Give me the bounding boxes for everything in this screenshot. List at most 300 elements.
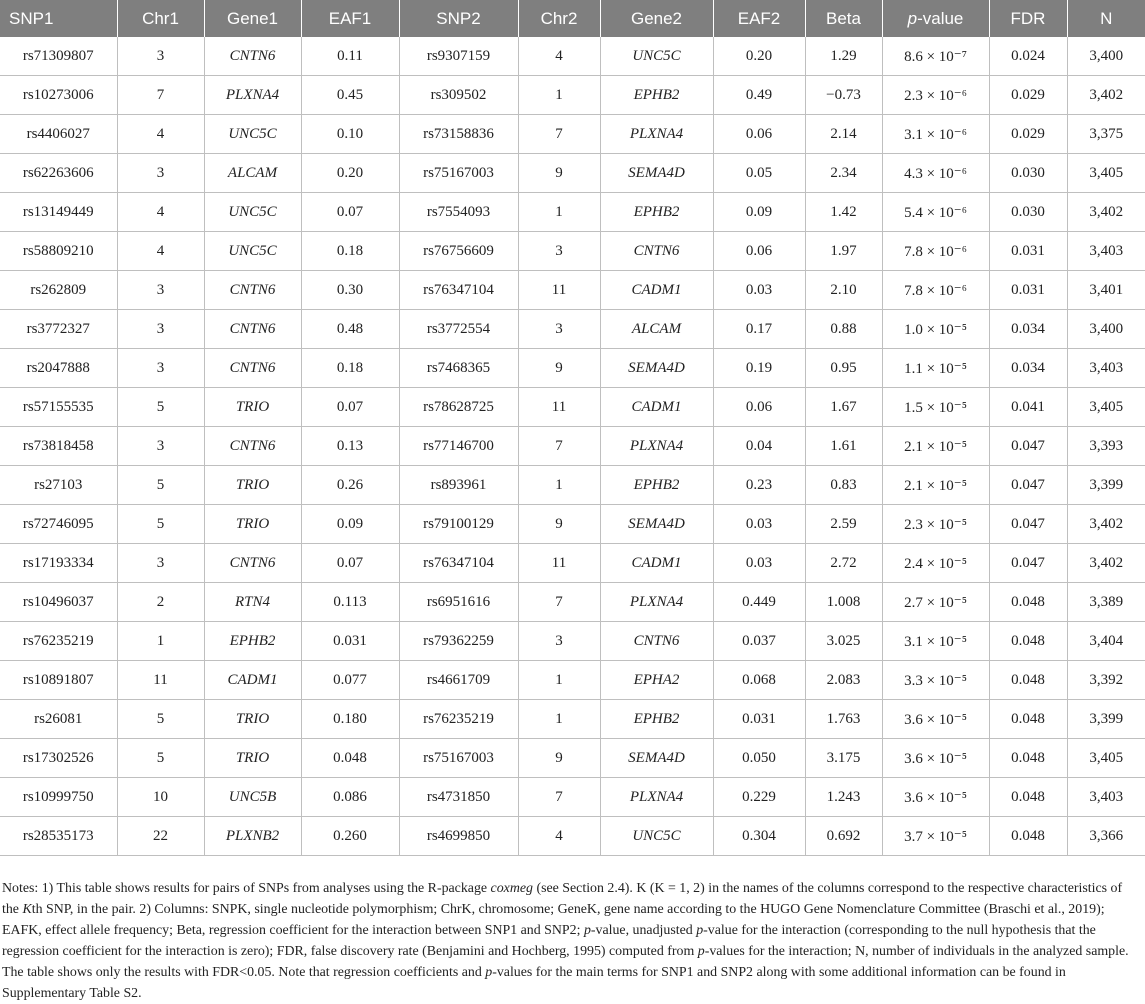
table-cell: 1 bbox=[518, 700, 600, 739]
notes-p-italic: p bbox=[697, 944, 705, 959]
table-cell: rs57155535 bbox=[0, 388, 117, 427]
column-header bbox=[399, 0, 518, 37]
table-cell: 3.6 × 10⁻⁵ bbox=[882, 700, 989, 739]
table-cell: rs77146700 bbox=[399, 427, 518, 466]
table-cell: rs10273006 bbox=[0, 76, 117, 115]
gene-cell: SEMA4D bbox=[600, 505, 713, 544]
table-cell: rs13149449 bbox=[0, 193, 117, 232]
table-cell: 0.48 bbox=[301, 310, 399, 349]
table-cell: 0.048 bbox=[989, 622, 1067, 661]
table-cell: 0.031 bbox=[989, 271, 1067, 310]
table-cell: 7 bbox=[518, 583, 600, 622]
gene-cell: UNC5C bbox=[600, 817, 713, 856]
table-cell: 1.61 bbox=[805, 427, 882, 466]
table-cell: 2.4 × 10⁻⁵ bbox=[882, 544, 989, 583]
table-cell: 3,389 bbox=[1067, 583, 1145, 622]
column-header-label: SNP2 bbox=[436, 8, 481, 28]
table-cell: 0.88 bbox=[805, 310, 882, 349]
table-cell: 0.07 bbox=[301, 193, 399, 232]
column-header bbox=[713, 0, 805, 37]
column-header bbox=[301, 0, 399, 37]
notes-text: -value for the interaction (corresponding to the null hypothesis that the regression coefficient for the interaction is zero); FDR, false discovery rate (Benjamini and Hochberg, 1995) computed from bbox=[2, 923, 1096, 959]
table-cell: rs17302526 bbox=[0, 739, 117, 778]
table-cell: 1 bbox=[518, 661, 600, 700]
table-cell: rs9307159 bbox=[399, 37, 518, 76]
table-cell: rs62263606 bbox=[0, 154, 117, 193]
table-cell: rs72746095 bbox=[0, 505, 117, 544]
table-cell: 2.1 × 10⁻⁵ bbox=[882, 466, 989, 505]
table-cell: 0.048 bbox=[989, 778, 1067, 817]
gene-cell: PLXNA4 bbox=[600, 778, 713, 817]
notes-text: th SNP, in the pair. 2) Columns: SNPK, single nucleotide polymorphism; ChrK, chromosome; GeneK, gene name according to the HUGO Gene Nomenclature Committee (Braschi et al., 2019); EAFK, effect allele frequency; Beta, regression coefficient for the interaction between SNP1 and SNP2; bbox=[2, 902, 1105, 938]
table-notes bbox=[2, 878, 1142, 1004]
table-cell: 9 bbox=[518, 349, 600, 388]
table-cell: 0.10 bbox=[301, 115, 399, 154]
table-cell: 0.09 bbox=[713, 193, 805, 232]
table-row bbox=[0, 427, 1145, 466]
table-cell: 2.34 bbox=[805, 154, 882, 193]
table-cell: 0.034 bbox=[989, 349, 1067, 388]
table-cell: 3,402 bbox=[1067, 544, 1145, 583]
table-cell: rs3772554 bbox=[399, 310, 518, 349]
table-cell: rs75167003 bbox=[399, 154, 518, 193]
table-cell: rs7554093 bbox=[399, 193, 518, 232]
table-cell: 10 bbox=[117, 778, 204, 817]
table-row bbox=[0, 544, 1145, 583]
table-cell: 5 bbox=[117, 505, 204, 544]
table-cell: 3,404 bbox=[1067, 622, 1145, 661]
gene-cell: EPHA2 bbox=[600, 661, 713, 700]
table-cell: 0.304 bbox=[713, 817, 805, 856]
table-cell: 3,399 bbox=[1067, 700, 1145, 739]
table-cell: 5.4 × 10⁻⁶ bbox=[882, 193, 989, 232]
table-row bbox=[0, 583, 1145, 622]
notes-text: (see Section 2.4). K (K = 1, 2) in the names of the columns correspond to the respective characteristics of the bbox=[2, 881, 1123, 917]
table-row bbox=[0, 466, 1145, 505]
table-row bbox=[0, 505, 1145, 544]
table-cell: 3,401 bbox=[1067, 271, 1145, 310]
table-cell: 0.031 bbox=[301, 622, 399, 661]
table-cell: rs2047888 bbox=[0, 349, 117, 388]
column-header-italic: p bbox=[907, 8, 918, 28]
table-cell: 3 bbox=[117, 154, 204, 193]
column-header-label: -value bbox=[917, 8, 964, 28]
table-cell: 0.692 bbox=[805, 817, 882, 856]
table-cell: 0.048 bbox=[301, 739, 399, 778]
table-cell: rs79100129 bbox=[399, 505, 518, 544]
table-cell: 11 bbox=[117, 661, 204, 700]
table-row bbox=[0, 232, 1145, 271]
table-cell: 3.175 bbox=[805, 739, 882, 778]
table-cell: 0.07 bbox=[301, 544, 399, 583]
table-cell: 4 bbox=[518, 37, 600, 76]
table-cell: 3.1 × 10⁻⁵ bbox=[882, 622, 989, 661]
column-header-label: EAF1 bbox=[328, 8, 372, 28]
table-cell: 3 bbox=[117, 544, 204, 583]
table-cell: 3,405 bbox=[1067, 739, 1145, 778]
table-cell: 0.95 bbox=[805, 349, 882, 388]
table-cell: rs10999750 bbox=[0, 778, 117, 817]
table-cell: 0.45 bbox=[301, 76, 399, 115]
column-header bbox=[600, 0, 713, 37]
table-cell: 3,403 bbox=[1067, 232, 1145, 271]
table-row bbox=[0, 817, 1145, 856]
gene-cell: CNTN6 bbox=[204, 427, 301, 466]
table-cell: rs309502 bbox=[399, 76, 518, 115]
column-header bbox=[1067, 0, 1145, 37]
notes-text: -values for the main terms for SNP1 and SNP2 along with some additional information can be found in Supplementary Table S2. bbox=[2, 965, 1066, 1001]
column-header-label: SNP1 bbox=[9, 8, 54, 28]
gene-cell: EPHB2 bbox=[600, 193, 713, 232]
table-cell: 0.20 bbox=[301, 154, 399, 193]
column-header bbox=[117, 0, 204, 37]
table-cell: 1.67 bbox=[805, 388, 882, 427]
column-header bbox=[989, 0, 1067, 37]
table-cell: 4.3 × 10⁻⁶ bbox=[882, 154, 989, 193]
table-cell: 3,402 bbox=[1067, 505, 1145, 544]
table-cell: 0.19 bbox=[713, 349, 805, 388]
gene-cell: UNC5C bbox=[204, 115, 301, 154]
table-cell: 0.029 bbox=[989, 76, 1067, 115]
table-cell: 2.1 × 10⁻⁵ bbox=[882, 427, 989, 466]
table-cell: 8.6 × 10⁻⁷ bbox=[882, 37, 989, 76]
table-cell: 0.047 bbox=[989, 427, 1067, 466]
table-cell: 1.243 bbox=[805, 778, 882, 817]
table-cell: 9 bbox=[518, 154, 600, 193]
table-cell: 0.18 bbox=[301, 349, 399, 388]
gene-cell: UNC5B bbox=[204, 778, 301, 817]
gene-cell: ALCAM bbox=[204, 154, 301, 193]
gene-cell: PLXNA4 bbox=[600, 427, 713, 466]
table-cell: 3 bbox=[117, 427, 204, 466]
table-cell: 2 bbox=[117, 583, 204, 622]
table-cell: 2.10 bbox=[805, 271, 882, 310]
table-cell: 0.068 bbox=[713, 661, 805, 700]
table-cell: rs4406027 bbox=[0, 115, 117, 154]
table-cell: 0.05 bbox=[713, 154, 805, 193]
table-cell: 3 bbox=[117, 271, 204, 310]
table-cell: 22 bbox=[117, 817, 204, 856]
table-cell: 3.6 × 10⁻⁵ bbox=[882, 739, 989, 778]
gene-cell: UNC5C bbox=[600, 37, 713, 76]
gene-cell: TRIO bbox=[204, 505, 301, 544]
column-header-label: N bbox=[1100, 8, 1113, 28]
table-cell: 4 bbox=[117, 115, 204, 154]
table-cell: 9 bbox=[518, 505, 600, 544]
table-cell: 3,403 bbox=[1067, 778, 1145, 817]
table-cell: 0.449 bbox=[713, 583, 805, 622]
column-header-label: Chr1 bbox=[142, 8, 179, 28]
notes-p-italic: p bbox=[583, 923, 591, 938]
table-cell: 1.5 × 10⁻⁵ bbox=[882, 388, 989, 427]
table-cell: 0.03 bbox=[713, 271, 805, 310]
table-cell: 2.59 bbox=[805, 505, 882, 544]
gene-cell: UNC5C bbox=[204, 232, 301, 271]
gene-cell: CNTN6 bbox=[204, 349, 301, 388]
table-cell: 3,399 bbox=[1067, 466, 1145, 505]
notes-package-name: coxmeg bbox=[490, 881, 533, 896]
table-row bbox=[0, 310, 1145, 349]
table-row bbox=[0, 700, 1145, 739]
table-cell: 0.09 bbox=[301, 505, 399, 544]
table-cell: 0.03 bbox=[713, 544, 805, 583]
column-header bbox=[882, 0, 989, 37]
table-cell: 0.20 bbox=[713, 37, 805, 76]
table-cell: 11 bbox=[518, 388, 600, 427]
table-cell: 2.14 bbox=[805, 115, 882, 154]
table-cell: 0.031 bbox=[989, 232, 1067, 271]
gene-cell: PLXNA4 bbox=[600, 583, 713, 622]
gene-cell: ALCAM bbox=[600, 310, 713, 349]
table-cell: rs3772327 bbox=[0, 310, 117, 349]
table-cell: 0.077 bbox=[301, 661, 399, 700]
table-cell: 0.229 bbox=[713, 778, 805, 817]
column-header bbox=[518, 0, 600, 37]
table-body bbox=[0, 37, 1145, 856]
table-cell: 0.06 bbox=[713, 388, 805, 427]
table-row bbox=[0, 37, 1145, 76]
table-cell: 0.06 bbox=[713, 232, 805, 271]
table-cell: 3,402 bbox=[1067, 76, 1145, 115]
table-cell: 0.047 bbox=[989, 544, 1067, 583]
table-cell: 0.07 bbox=[301, 388, 399, 427]
table-cell: 0.260 bbox=[301, 817, 399, 856]
table-cell: rs4661709 bbox=[399, 661, 518, 700]
table-cell: 7 bbox=[518, 427, 600, 466]
gene-cell: TRIO bbox=[204, 700, 301, 739]
column-header-label: Gene2 bbox=[630, 8, 683, 28]
table-cell: rs6951616 bbox=[399, 583, 518, 622]
table-cell: rs78628725 bbox=[399, 388, 518, 427]
gene-cell: CNTN6 bbox=[204, 310, 301, 349]
table-cell: 0.048 bbox=[989, 583, 1067, 622]
notes-k-italic: K bbox=[22, 902, 32, 917]
table-cell: 3 bbox=[117, 37, 204, 76]
table-cell: 0.03 bbox=[713, 505, 805, 544]
table-cell: 3.7 × 10⁻⁵ bbox=[882, 817, 989, 856]
table-row bbox=[0, 115, 1145, 154]
gene-cell: CNTN6 bbox=[600, 622, 713, 661]
table-cell: 1.97 bbox=[805, 232, 882, 271]
table-cell: rs58809210 bbox=[0, 232, 117, 271]
table-cell: 7.8 × 10⁻⁶ bbox=[882, 232, 989, 271]
table-cell: 3.3 × 10⁻⁵ bbox=[882, 661, 989, 700]
table-cell: 0.180 bbox=[301, 700, 399, 739]
table-cell: 3,405 bbox=[1067, 154, 1145, 193]
gene-cell: TRIO bbox=[204, 739, 301, 778]
table-cell: 0.024 bbox=[989, 37, 1067, 76]
table-row bbox=[0, 271, 1145, 310]
table-cell: rs893961 bbox=[399, 466, 518, 505]
table-cell: rs10496037 bbox=[0, 583, 117, 622]
gene-cell: CADM1 bbox=[204, 661, 301, 700]
table-cell: 7 bbox=[518, 778, 600, 817]
table-cell: rs73818458 bbox=[0, 427, 117, 466]
table-cell: 5 bbox=[117, 388, 204, 427]
table-header-row bbox=[0, 0, 1145, 37]
gene-cell: CNTN6 bbox=[204, 544, 301, 583]
table-cell: 4 bbox=[117, 232, 204, 271]
table-cell: 7 bbox=[117, 76, 204, 115]
gene-cell: EPHB2 bbox=[204, 622, 301, 661]
table-cell: rs28535173 bbox=[0, 817, 117, 856]
gene-cell: UNC5C bbox=[204, 193, 301, 232]
column-header-label: Beta bbox=[826, 8, 861, 28]
table-row bbox=[0, 778, 1145, 817]
column-header bbox=[805, 0, 882, 37]
column-header-label: Chr2 bbox=[540, 8, 578, 28]
table-cell: rs76347104 bbox=[399, 544, 518, 583]
table-cell: rs73158836 bbox=[399, 115, 518, 154]
table-cell: 2.3 × 10⁻⁵ bbox=[882, 505, 989, 544]
table-row bbox=[0, 622, 1145, 661]
table-cell: 0.11 bbox=[301, 37, 399, 76]
gene-cell: CNTN6 bbox=[600, 232, 713, 271]
table-cell: 3,402 bbox=[1067, 193, 1145, 232]
column-header-label: EAF2 bbox=[737, 8, 781, 28]
table-cell: rs17193334 bbox=[0, 544, 117, 583]
table-cell: 0.031 bbox=[713, 700, 805, 739]
table-cell: rs75167003 bbox=[399, 739, 518, 778]
table-cell: 11 bbox=[518, 271, 600, 310]
table-cell: rs4731850 bbox=[399, 778, 518, 817]
table-cell: 1 bbox=[117, 622, 204, 661]
table-cell: 0.048 bbox=[989, 661, 1067, 700]
table-cell: 1 bbox=[518, 193, 600, 232]
table-cell: 0.048 bbox=[989, 817, 1067, 856]
table-cell: 0.037 bbox=[713, 622, 805, 661]
table-cell: rs76235219 bbox=[0, 622, 117, 661]
table-cell: rs71309807 bbox=[0, 37, 117, 76]
table-cell: 0.06 bbox=[713, 115, 805, 154]
table-cell: 1.763 bbox=[805, 700, 882, 739]
table-row bbox=[0, 661, 1145, 700]
table-cell: 1.29 bbox=[805, 37, 882, 76]
table-cell: 0.030 bbox=[989, 154, 1067, 193]
gene-cell: SEMA4D bbox=[600, 739, 713, 778]
table-cell: 0.26 bbox=[301, 466, 399, 505]
table-cell: 1.1 × 10⁻⁵ bbox=[882, 349, 989, 388]
table-cell: 1.0 × 10⁻⁵ bbox=[882, 310, 989, 349]
gene-cell: CADM1 bbox=[600, 388, 713, 427]
table-cell: 4 bbox=[518, 817, 600, 856]
gene-cell: SEMA4D bbox=[600, 349, 713, 388]
table-cell: 5 bbox=[117, 700, 204, 739]
table-cell: 11 bbox=[518, 544, 600, 583]
column-header bbox=[204, 0, 301, 37]
table-cell: 2.7 × 10⁻⁵ bbox=[882, 583, 989, 622]
table-cell: 3,403 bbox=[1067, 349, 1145, 388]
table-cell: 1 bbox=[518, 76, 600, 115]
table-cell: 3 bbox=[117, 310, 204, 349]
table-cell: 0.029 bbox=[989, 115, 1067, 154]
table-row bbox=[0, 154, 1145, 193]
table-cell: 0.113 bbox=[301, 583, 399, 622]
table-cell: 0.047 bbox=[989, 505, 1067, 544]
table-cell: 0.17 bbox=[713, 310, 805, 349]
table-cell: −0.73 bbox=[805, 76, 882, 115]
table-cell: 1.42 bbox=[805, 193, 882, 232]
table-cell: 0.030 bbox=[989, 193, 1067, 232]
table-cell: 7.8 × 10⁻⁶ bbox=[882, 271, 989, 310]
column-header-label: FDR bbox=[1010, 8, 1046, 28]
table-row bbox=[0, 739, 1145, 778]
gene-cell: RTN4 bbox=[204, 583, 301, 622]
table-cell: 2.3 × 10⁻⁶ bbox=[882, 76, 989, 115]
gene-cell: PLXNA4 bbox=[204, 76, 301, 115]
table-cell: 3 bbox=[518, 232, 600, 271]
table-cell: 3 bbox=[117, 349, 204, 388]
table-cell: 0.49 bbox=[713, 76, 805, 115]
table-cell: 3,375 bbox=[1067, 115, 1145, 154]
gene-cell: CADM1 bbox=[600, 544, 713, 583]
table-cell: 0.13 bbox=[301, 427, 399, 466]
table-cell: 5 bbox=[117, 739, 204, 778]
table-cell: rs4699850 bbox=[399, 817, 518, 856]
gene-cell: TRIO bbox=[204, 466, 301, 505]
table-cell: 1.008 bbox=[805, 583, 882, 622]
gene-cell: EPHB2 bbox=[600, 76, 713, 115]
table-cell: 0.086 bbox=[301, 778, 399, 817]
notes-text: -value, unadjusted bbox=[590, 923, 697, 938]
table-cell: 3,400 bbox=[1067, 37, 1145, 76]
table-cell: 3,366 bbox=[1067, 817, 1145, 856]
gene-cell: CADM1 bbox=[600, 271, 713, 310]
notes-p-italic: p bbox=[696, 923, 704, 938]
table-cell: 3,400 bbox=[1067, 310, 1145, 349]
table-cell: rs27103 bbox=[0, 466, 117, 505]
notes-p-italic: p bbox=[485, 965, 493, 980]
table-row bbox=[0, 76, 1145, 115]
table-cell: rs79362259 bbox=[399, 622, 518, 661]
table-cell: 0.18 bbox=[301, 232, 399, 271]
notes-text: -values for the interaction; N, number of individuals in the analyzed sample. The table shows only the results with FDR<0.05. Note that regression coefficients and bbox=[2, 944, 1129, 980]
gene-cell: CNTN6 bbox=[204, 271, 301, 310]
table-cell: 0.83 bbox=[805, 466, 882, 505]
table-cell: 0.041 bbox=[989, 388, 1067, 427]
table-cell: rs10891807 bbox=[0, 661, 117, 700]
table-cell: 3.6 × 10⁻⁵ bbox=[882, 778, 989, 817]
table-cell: 3,405 bbox=[1067, 388, 1145, 427]
table-cell: rs262809 bbox=[0, 271, 117, 310]
table-cell: 9 bbox=[518, 739, 600, 778]
table-cell: rs26081 bbox=[0, 700, 117, 739]
table-cell: 1 bbox=[518, 466, 600, 505]
table-cell: 0.034 bbox=[989, 310, 1067, 349]
table-cell: 0.048 bbox=[989, 739, 1067, 778]
gene-cell: PLXNB2 bbox=[204, 817, 301, 856]
table-cell: rs76347104 bbox=[399, 271, 518, 310]
gene-cell: SEMA4D bbox=[600, 154, 713, 193]
table-cell: 0.30 bbox=[301, 271, 399, 310]
table-cell: 5 bbox=[117, 466, 204, 505]
table-cell: 0.04 bbox=[713, 427, 805, 466]
table-cell: 4 bbox=[117, 193, 204, 232]
table-cell: rs76756609 bbox=[399, 232, 518, 271]
gene-cell: EPHB2 bbox=[600, 700, 713, 739]
table-cell: rs76235219 bbox=[399, 700, 518, 739]
table-cell: 3.025 bbox=[805, 622, 882, 661]
table-row bbox=[0, 193, 1145, 232]
table-cell: 0.050 bbox=[713, 739, 805, 778]
table-cell: 0.23 bbox=[713, 466, 805, 505]
gene-cell: TRIO bbox=[204, 388, 301, 427]
table-row bbox=[0, 349, 1145, 388]
table-cell: 3.1 × 10⁻⁶ bbox=[882, 115, 989, 154]
table-cell: 2.083 bbox=[805, 661, 882, 700]
gene-cell: CNTN6 bbox=[204, 37, 301, 76]
gene-cell: PLXNA4 bbox=[600, 115, 713, 154]
